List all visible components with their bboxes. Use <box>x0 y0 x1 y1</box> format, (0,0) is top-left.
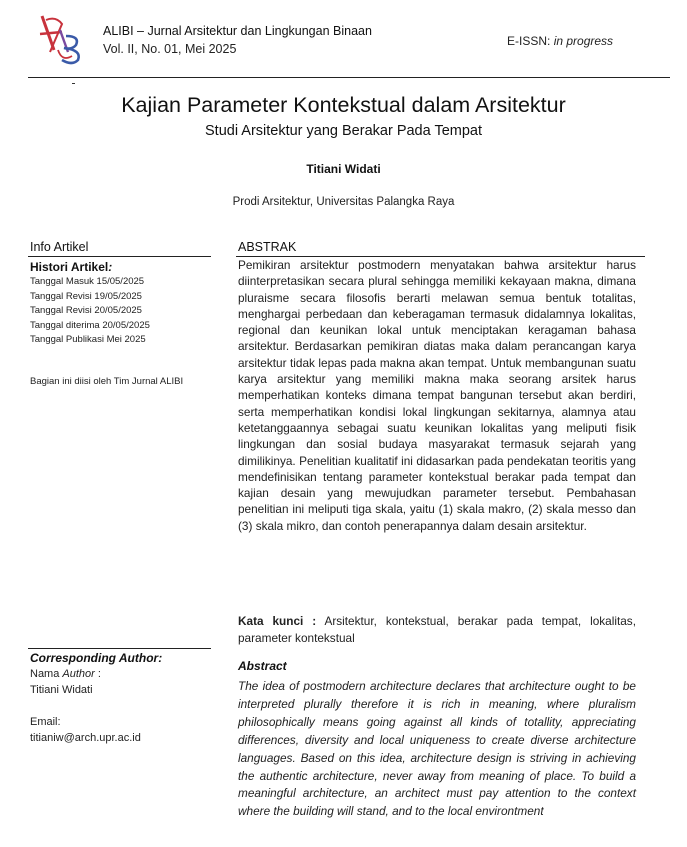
info-heading: Info Artikel <box>30 240 89 254</box>
history-item: Tanggal Publikasi Mei 2025 <box>30 334 146 345</box>
keywords <box>238 613 636 647</box>
nama-colon: : <box>97 668 101 680</box>
history-item: Tanggal Revisi 19/05/2025 <box>30 290 142 302</box>
abstract-heading: Abstract <box>238 659 287 673</box>
eissn <box>507 34 613 48</box>
email-value[interactable]: titianiw@arch.upr.ac.id <box>30 732 141 744</box>
history-list <box>30 275 150 348</box>
header-rule <box>28 77 670 78</box>
author-name-value: Titiani Widati <box>30 684 93 696</box>
history-item: Tanggal diterima 20/05/2025 <box>30 319 150 331</box>
keywords-label: Kata kunci : <box>238 614 317 628</box>
header-mark <box>72 83 75 84</box>
history-item: Tanggal Masuk 15/05/2025 <box>30 276 145 287</box>
journal-name: ALIBI – Jurnal Arsitektur dan Lingkungan Binaan <box>103 24 372 38</box>
email-label: Email: <box>30 716 61 728</box>
history-heading <box>30 260 112 274</box>
info-rule <box>28 256 211 257</box>
nama-label-italic: Author <box>62 668 95 680</box>
corresponding-heading: Corresponding Author: <box>30 651 163 665</box>
journal-issue: Vol. II, No. 01, Mei 2025 <box>103 42 237 56</box>
article-author: Titiani Widati <box>306 162 381 176</box>
abstract-body: The idea of postmodern architecture declares that architecture ought to be interpreted plurally therefore it is rich in meaning, where pluralism philosophically means going against all kinds of totallity, appreciating differences, diversity and local uniqueness to create diverse architecture languages. Based on this idea, architecture design is striving in achieving the authentic architecture, never away from meaning of place. To build a meaningful architecture, an architect must pay attention to the context where the building will stand, and to the local environtment <box>238 679 636 819</box>
keywords-value: Arsitektur, kontekstual, berakar pada tempat, lokalitas, parameter kontekstual <box>238 614 636 645</box>
history-item: Tanggal Revisi 20/05/2025 <box>30 305 142 316</box>
eissn-label: E-ISSN: <box>507 34 551 48</box>
history-heading-colon: : <box>108 260 113 274</box>
abstrak-body: Pemikiran arsitektur postmodern menyatakan bahwa arsitektur harus diinterpretasikan secara plural sehingga memiliki kekayaan makna, dimana pluraisme secara filosofis berarti melawan semua bentuk totalitas, menghargai perbedaan dan keberagaman termasuk didalamnya lokalitas, regional dan keunikan lokal untuk menciptakan keragaman bahasa arsitektur. Berdasarkan pemikiran diatas maka dalam perancangan karya arsitektur tidak lepas pada makna akan tempat. Untuk membangunan suatu karya arsitektur yang memiliki makna maka seorang arsitek harus memperhatikan konteks dimana tempat bangunan tersebut akan berdiri, serta memperhatikan kondisi lokal lingkungan sekitarnya, alamnya atau ketetanggaannya sebagai suatu keunikan lokalitas yang meliputi fisik lingkungan dan sosial budaya masyarakat termasuk sejarah yang dimilikinya. Penelitian kualitatif ini didasarkan pada pendekatan teoritis yang mendefinisikan tentang parameter kontekstual berakar pada tempat dan kajian desain yang mewujudkan parameter tersebut. Pembahasan penelitian ini meliputi tiga skala, yaitu (1) skala makro, (2) skala messo dan (3) skala mikro, dan contoh penerapannya dalam desain arsitektur. <box>238 258 636 533</box>
journal-team-note: Bagian ini diisi oleh Tim Jurnal ALIBI <box>30 376 184 387</box>
author-name-label <box>30 668 101 680</box>
nama-label: Nama <box>30 668 60 680</box>
abstrak-heading: ABSTRAK <box>238 240 297 254</box>
eissn-value: in progress <box>553 34 614 48</box>
article-subtitle: Studi Arsitektur yang Berakar Pada Tempat <box>205 123 482 139</box>
corresponding-rule <box>28 648 211 649</box>
author-affiliation: Prodi Arsitektur, Universitas Palangka Raya <box>232 196 455 208</box>
journal-logo <box>36 12 88 68</box>
article-title: Kajian Parameter Kontekstual dalam Arsitektur <box>121 93 566 117</box>
history-heading-text: Histori Artikel <box>30 260 109 274</box>
